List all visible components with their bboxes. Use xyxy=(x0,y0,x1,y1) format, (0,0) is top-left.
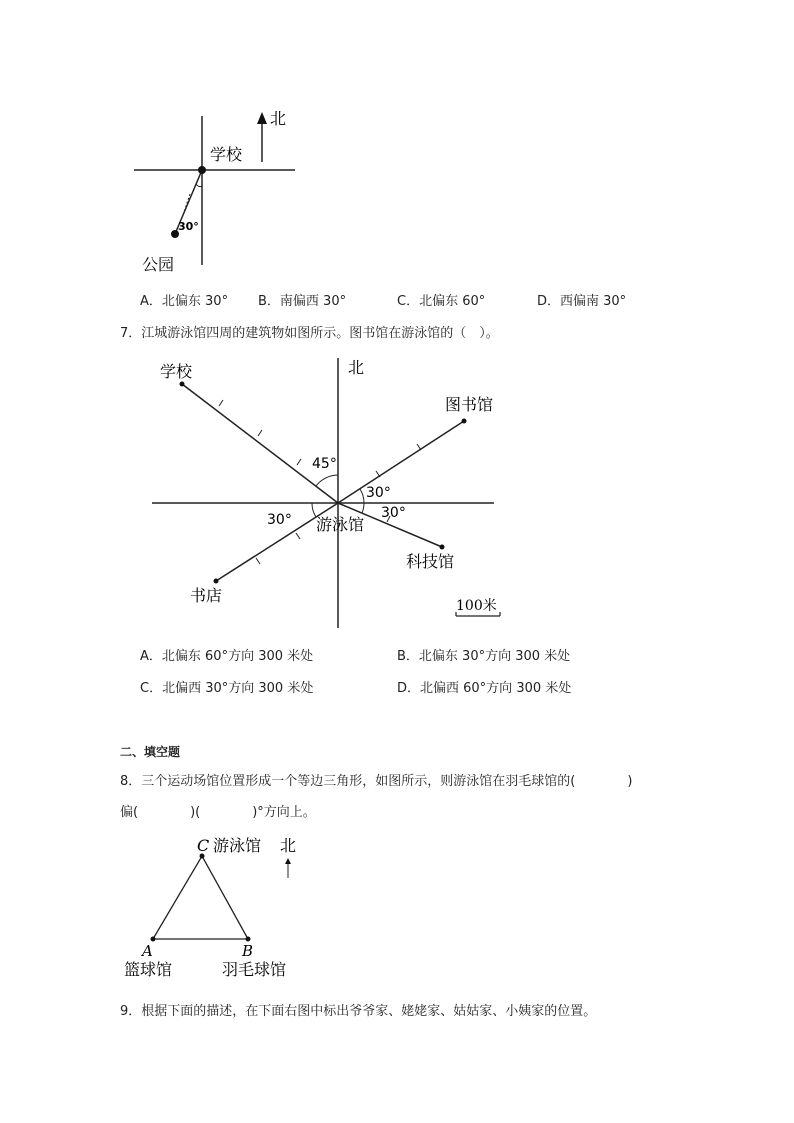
q8-b-letter: B xyxy=(242,942,254,960)
q7-tech-dot xyxy=(440,545,445,550)
section-heading: 二、填空题 xyxy=(120,745,181,759)
q8-a-name: 篮球馆 xyxy=(124,960,173,979)
q7-arc-30-se xyxy=(362,503,364,513)
q6-angle-label: 30° xyxy=(178,220,199,233)
q6-school-label: 学校 xyxy=(210,145,243,164)
q6-option-c[interactable]: C．北偏东 60° xyxy=(397,294,486,309)
q8-c-name: 游泳馆 xyxy=(213,836,262,855)
q6-option-a[interactable]: A．北偏东 30° xyxy=(140,294,229,309)
q8-a-letter: A xyxy=(142,942,153,960)
q7-school-line xyxy=(182,384,338,503)
q7-north-label: 北 xyxy=(348,358,365,377)
q8-question-line-2: 偏( )( )°方向上。 xyxy=(120,805,316,820)
q8-figure xyxy=(118,830,318,985)
q6-north-arrow-head xyxy=(257,112,267,124)
q6-park-line-dash xyxy=(184,194,190,212)
q7-angle-30-ne-label: 30° xyxy=(366,485,391,501)
q7-school-dot xyxy=(180,382,185,387)
q7-arc-45 xyxy=(316,475,338,486)
q7-pool-label: 游泳馆 xyxy=(316,515,365,534)
q6-angle-arc xyxy=(196,184,202,187)
q7-school-label: 学校 xyxy=(160,362,193,381)
q7-bookstore-tick-1 xyxy=(296,533,300,539)
q7-angle-30-se-label: 30° xyxy=(381,505,406,521)
q8-triangle xyxy=(153,856,248,939)
q7-school-tick-3 xyxy=(219,400,223,406)
q9-question-text: 9．根据下面的描述，在下面右图中标出爷爷家、姥姥家、姑姑家、小姨家的位置。 xyxy=(120,1004,597,1019)
q7-school-tick-2 xyxy=(258,430,262,436)
q8-north-label: 北 xyxy=(280,836,297,855)
q8-north-arrow-head xyxy=(285,858,291,864)
q7-angle-45-label: 45° xyxy=(312,456,337,472)
q6-north-label: 北 xyxy=(270,109,287,128)
q7-angle-30-sw-label: 30° xyxy=(267,512,292,528)
q8-b-name: 羽毛球馆 xyxy=(222,960,287,979)
q7-library-dot xyxy=(462,419,467,424)
q7-scale-label: 100米 xyxy=(456,598,497,614)
q8-point-b xyxy=(246,937,251,942)
q8-c-letter: C xyxy=(197,836,210,855)
q6-option-b[interactable]: B．南偏西 30° xyxy=(258,294,347,309)
q7-bookstore-tick-2 xyxy=(256,558,260,564)
q7-library-tick-2 xyxy=(417,444,421,450)
q6-park-label: 公园 xyxy=(142,255,175,274)
q7-option-a[interactable]: A．北偏东 60°方向 300 米处 xyxy=(140,649,314,664)
q7-library-line xyxy=(338,421,464,503)
q7-option-c[interactable]: C．北偏西 30°方向 300 米处 xyxy=(140,681,314,696)
q7-bookstore-label: 书店 xyxy=(190,586,223,605)
q7-library-label: 图书馆 xyxy=(445,395,494,414)
q7-option-d[interactable]: D．北偏西 60°方向 300 米处 xyxy=(397,681,572,696)
q6-option-d[interactable]: D．西偏南 30° xyxy=(537,294,627,309)
q7-figure xyxy=(140,350,520,635)
q7-tech-label: 科技馆 xyxy=(406,552,455,571)
q7-arc-30-ne xyxy=(360,489,364,503)
q7-school-tick-1 xyxy=(297,459,301,465)
q7-question-text: 7．江城游泳馆四周的建筑物如图所示。图书馆在游泳馆的（ ）。 xyxy=(120,326,499,341)
q8-question-line-1: 8．三个运动场馆位置形成一个等边三角形，如图所示，则游泳馆在羽毛球馆的( ) xyxy=(120,774,633,789)
q6-school-dot xyxy=(198,166,206,174)
q6-figure xyxy=(120,100,320,280)
q7-bookstore-dot xyxy=(214,579,219,584)
q7-option-b[interactable]: B．北偏东 30°方向 300 米处 xyxy=(397,649,571,664)
q8-point-a xyxy=(151,937,156,942)
